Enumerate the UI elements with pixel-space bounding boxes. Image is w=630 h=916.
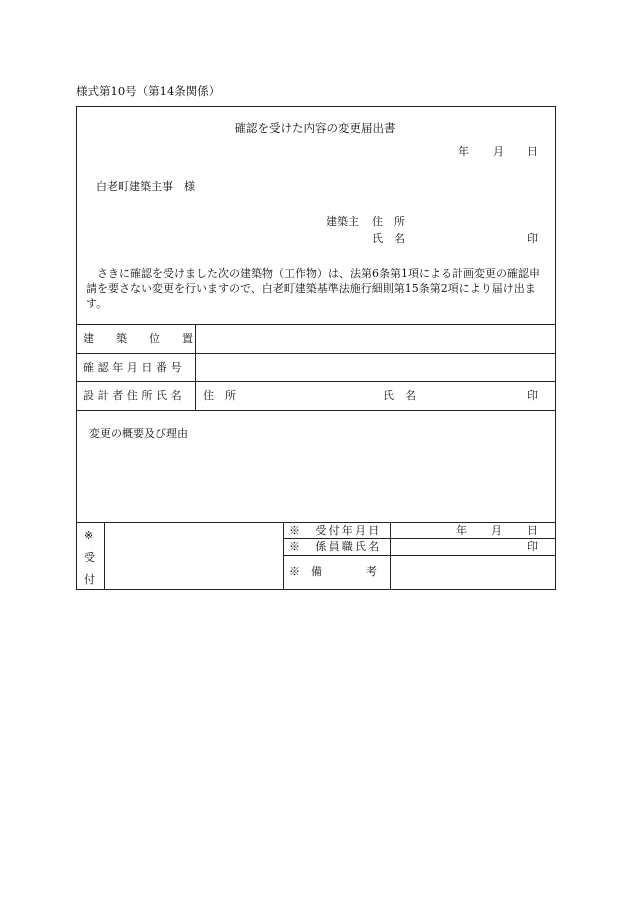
form-title: 確認を受けた内容の変更届出書 (234, 121, 396, 135)
applicant-name-label: 氏 名 (372, 232, 405, 245)
row-divider (76, 324, 556, 325)
row-designer-label: 設計者住所氏名 (83, 389, 186, 402)
date-month: 月 (493, 145, 504, 158)
form-frame (76, 106, 556, 590)
received-month: 月 (491, 524, 502, 537)
received-date-label: ※ 受付年月日 (289, 524, 382, 537)
remarks-label: ※ 備 考 (289, 565, 377, 578)
applicant-address-label: 住 所 (372, 215, 405, 228)
designer-name-label: 氏 名 (383, 389, 416, 402)
reception-mark: ※ (84, 529, 94, 542)
received-year: 年 (456, 524, 467, 537)
reception-row-divider (283, 555, 556, 556)
staff-seal: 印 (527, 540, 538, 553)
applicant-seal: 印 (527, 232, 538, 245)
date-year: 年 (458, 145, 469, 158)
designer-address-label: 住 所 (203, 389, 236, 402)
reception-col-divider (390, 522, 391, 590)
change-summary-label: 変更の概要及び理由 (89, 427, 188, 440)
row-divider (76, 353, 556, 354)
reception-row-divider (283, 538, 556, 539)
form-number: 様式第10号（第14条関係） (76, 84, 221, 98)
row-location-label: 建 築 位 置 (83, 332, 193, 345)
received-day: 日 (527, 524, 538, 537)
reception-col-divider (104, 522, 105, 590)
applicant-label: 建築主 (326, 215, 359, 228)
row-confirmation-label: 確認年月日番号 (83, 361, 186, 374)
date-day: 日 (527, 145, 538, 158)
reception-col-divider (283, 522, 284, 590)
label-column-divider (195, 324, 196, 410)
staff-label: ※ 係員職氏名 (289, 540, 382, 553)
row-divider (76, 381, 556, 382)
reception-label-1: 受 (84, 551, 95, 564)
reception-divider (76, 522, 556, 523)
designer-seal: 印 (527, 389, 538, 402)
statement-text: さきに確認を受けました次の建築物（工作物）は、法第6条第1項による計画変更の確認申請を要さない変更を行いますので、白老町建築基準法施行細則第15条第2項により届け出ます。 (86, 267, 540, 310)
row-divider (76, 410, 556, 411)
reception-label-2: 付 (84, 573, 95, 586)
addressee: 白老町建築主事 様 (96, 180, 195, 193)
